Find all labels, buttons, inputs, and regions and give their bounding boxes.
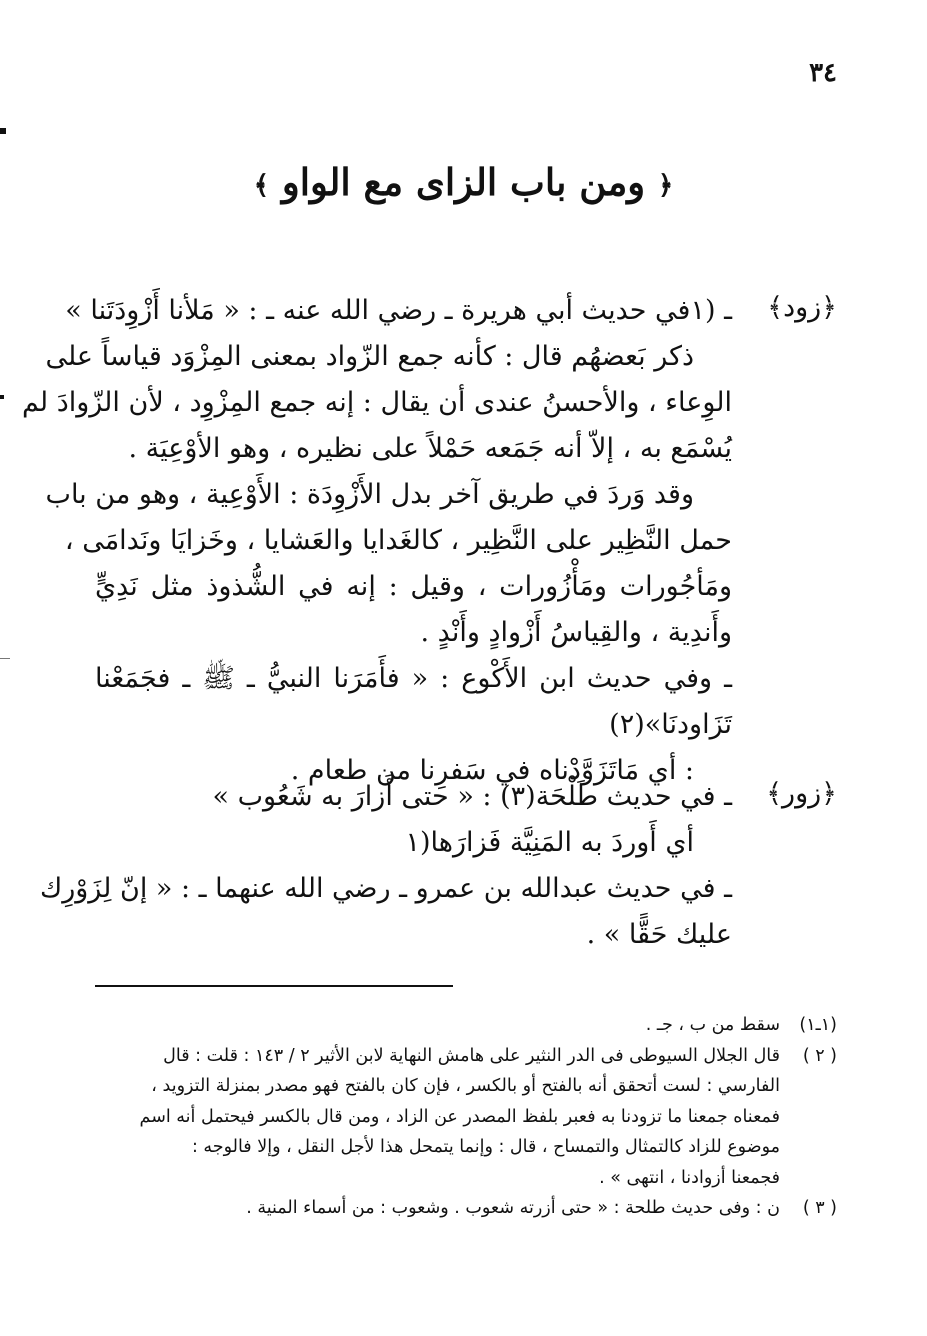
entry-line: ومَأجُورات ومَأْزُورات ، وقيل : إنه في الشُّذوذ مثل نَدِيٍّ	[95, 571, 732, 602]
entry-line: الوِعاء ، والأحسنُ عندى أن يقال : إنه جمع المِزْوِد ، لأن الزّوادَ لم	[21, 387, 732, 418]
entry-line: حمل النَّظِير على النَّظِير ، كالغَدايا والعَشايا ، وخَزايَا ونَدامَى ،	[64, 525, 732, 556]
footnote-label: (١ـ١)	[799, 1015, 837, 1035]
entry-text-zwd	[21, 288, 732, 794]
footnote-line: فجمعنا أزوادنا ، انتهى » .	[599, 1167, 780, 1188]
footnote-3	[90, 1193, 837, 1224]
entry-line: عليك حَقًّا » .	[586, 919, 732, 950]
footnote-label: ( ٣ )	[802, 1198, 837, 1218]
ornament-right: ﴿	[658, 170, 674, 201]
entry-text-zwr	[39, 774, 732, 958]
margin-mark	[0, 128, 6, 134]
entry-line: : أي مَاتَزَوَّدْناه في سَفرِنا من طعام .	[290, 755, 694, 786]
footnote-line: الفارسي : لست أتحقق أنه بالفتح أو بالكسر ، فإن كان بالفتح فهو مصدر بمنزلة التزويد ،	[151, 1076, 780, 1096]
chapter-title	[200, 160, 727, 204]
footnote-line: موضوع للزاد كالتمثال والتمساح ، قال : وإنما يتمحل هذا لأجل النقل ، وإلا فالوجه :	[191, 1137, 780, 1157]
entry-line: أي أَوردَ به المَنِيَّة فَزارَها(١	[405, 827, 694, 858]
footnote-separator	[95, 985, 453, 987]
footnote-line: سقط من ب ، جـ .	[645, 1015, 780, 1035]
entry-line: وأَندِية ، والقِياسُ أَزْوادٍ وأَنْدٍ .	[420, 617, 732, 648]
footnote-1	[90, 1010, 837, 1041]
footnote-line: فمعناه جمعنا ما تزودنا به فعبر بلفظ المصدر عن الزاد ، ومن قال بالكسر فيحتمل أنه اسم	[139, 1106, 780, 1127]
chapter-title-text: ومن باب الزاى مع الواو	[281, 160, 646, 204]
entry-key-zwd: ﴿زود﴾	[767, 292, 837, 323]
entry-line: يُسْمَع به ، إلاّ أنه جَمَعه حَمْلاً على نظيره ، وهو الأوْعِيَة .	[128, 433, 732, 464]
footnote-2	[90, 1041, 837, 1072]
margin-tick	[0, 658, 10, 659]
entry-line: ـ في حديث عبدالله بن عمرو ـ رضي الله عنهما ـ : « إنّ لِزَوْرِك	[39, 873, 732, 904]
footnote-line: قال الجلال السيوطى فى الدر النثير على هامش النهاية لابن الأثير ٢ / ١٤٣ : قلت : قال	[163, 1045, 780, 1066]
entry-line: ـ وفي حديث ابن الأَكْوع : « فأَمَرَنا النبيُّ ـ ﷺ ـ فجَمَعْنا	[95, 663, 732, 694]
entry-line: ـ (١في حديث أبي هريرة ـ رضي الله عنه ـ : « مَلأنا أَزْوِدَتَنا »	[65, 295, 732, 326]
entry-line: ـ في حديث طَلْحَة(٣) : « حتى أَزارَ به شَعُوب »	[212, 781, 732, 812]
ornament-left: ﴾	[253, 170, 269, 201]
entry-key-zwr: ﴿زور﴾	[766, 778, 837, 809]
page-number: ٣٤	[809, 58, 837, 88]
footnotes	[90, 1010, 837, 1224]
footnote-line: ن : وفى حديث طلحة : « حتى أزرته شعوب . وشعوب : من أسماء المنية .	[246, 1198, 780, 1218]
entry-line: ذكر بَعضهُم قال : كأنه جمع الزّواد بمعنى المِزْوَد قياساً على	[45, 341, 694, 372]
footnote-label: ( ٢ )	[802, 1045, 837, 1066]
entry-line: تَزَاودنَا»(٢)	[609, 709, 732, 740]
margin-dot	[0, 395, 4, 399]
entry-line: وقد وَردَ في طريق آخر بدل الأَزْوِدَة : الأَوْعِية ، وهو من باب	[45, 479, 694, 510]
